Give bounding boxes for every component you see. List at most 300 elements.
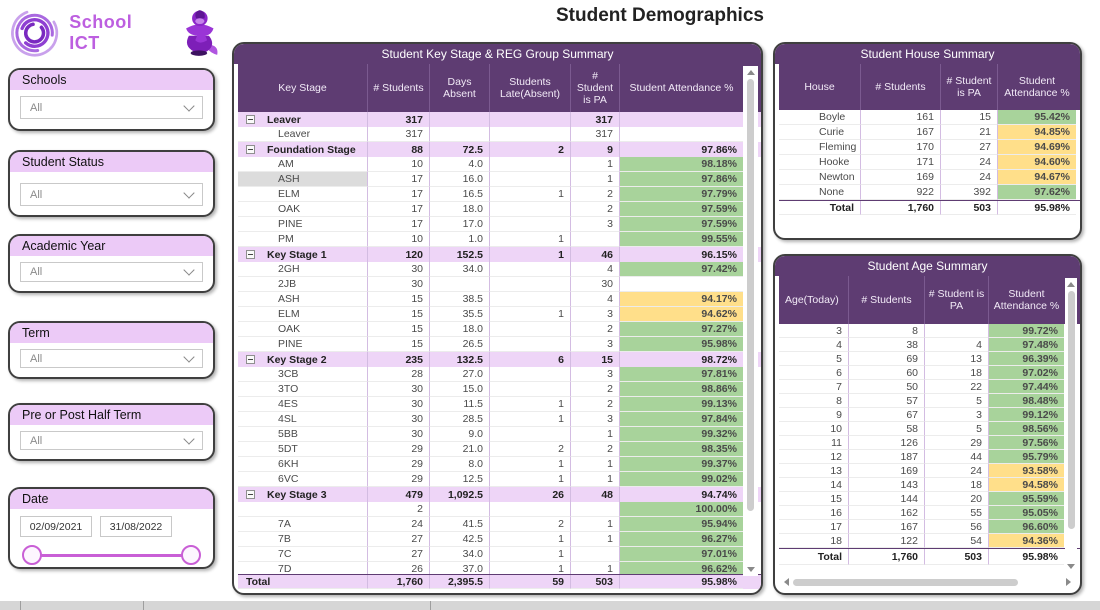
cell-students[interactable]: 169	[849, 464, 925, 478]
cell-attendance[interactable]: 98.48%	[989, 394, 1064, 408]
cell-student-is-pa[interactable]: 15	[941, 110, 998, 125]
table-row[interactable]	[238, 532, 761, 547]
table-row[interactable]	[779, 464, 1080, 478]
cell-students-late[interactable]	[490, 502, 571, 517]
cell-students[interactable]: 28	[368, 367, 430, 382]
cell-student-is-pa[interactable]: 1	[571, 172, 620, 187]
table-row[interactable]	[238, 292, 761, 307]
cell-student-is-pa[interactable]: 9	[571, 142, 620, 157]
cell-students[interactable]: 30	[368, 427, 430, 442]
table-row[interactable]	[238, 217, 761, 232]
cell-house[interactable]: Hooke	[779, 155, 861, 170]
cell-attendance[interactable]: 97.81%	[620, 367, 743, 382]
cell-students[interactable]: 8	[849, 324, 925, 338]
total-cell[interactable]: 95.98%	[620, 575, 743, 589]
cell-days-absent[interactable]: 37.0	[430, 562, 490, 574]
cell-days-absent[interactable]: 1,092.5	[430, 487, 490, 502]
cell-key-stage[interactable]: PM	[238, 232, 368, 247]
cell-key-stage[interactable]: Key Stage 1	[238, 247, 368, 262]
cell-students-late[interactable]	[490, 217, 571, 232]
cell-students-late[interactable]	[490, 427, 571, 442]
cell-student-is-pa[interactable]: 4	[571, 262, 620, 277]
table-row[interactable]	[779, 534, 1080, 548]
total-cell[interactable]: 1,760	[861, 201, 941, 215]
cell-student-is-pa[interactable]: 48	[571, 487, 620, 502]
total-cell[interactable]: 2,395.5	[430, 575, 490, 589]
cell-student-is-pa[interactable]: 18	[925, 366, 989, 380]
cell-key-stage[interactable]: 7D	[238, 562, 368, 574]
date-start-input[interactable]	[20, 516, 92, 537]
cell-key-stage[interactable]: PINE	[238, 337, 368, 352]
cell-students-late[interactable]	[490, 262, 571, 277]
table-row[interactable]	[238, 502, 761, 517]
cell-attendance[interactable]: 98.18%	[620, 157, 743, 172]
cell-days-absent[interactable]: 72.5	[430, 142, 490, 157]
vertical-scrollbar[interactable]	[743, 66, 758, 576]
cell-student-is-pa[interactable]: 27	[941, 140, 998, 155]
cell-house[interactable]: Curie	[779, 125, 861, 140]
cell-attendance[interactable]: 99.13%	[620, 397, 743, 412]
cell-attendance[interactable]: 94.58%	[989, 478, 1064, 492]
cell-students[interactable]: 169	[861, 170, 941, 185]
scroll-down-icon[interactable]	[747, 567, 755, 572]
cell-student-is-pa[interactable]: 20	[925, 492, 989, 506]
cell-attendance[interactable]: 97.56%	[989, 436, 1064, 450]
cell-students[interactable]: 88	[368, 142, 430, 157]
cell-age[interactable]: 3	[779, 324, 849, 338]
cell-students[interactable]: 15	[368, 337, 430, 352]
cell-students[interactable]: 29	[368, 442, 430, 457]
collapse-icon[interactable]	[246, 115, 255, 124]
cell-students[interactable]: 29	[368, 472, 430, 487]
cell-age[interactable]: 8	[779, 394, 849, 408]
cell-attendance[interactable]: 95.59%	[989, 492, 1064, 506]
cell-attendance[interactable]: 99.72%	[989, 324, 1064, 338]
cell-students[interactable]: 317	[368, 112, 430, 127]
cell-students-late[interactable]: 2	[490, 442, 571, 457]
cell-students[interactable]: 15	[368, 292, 430, 307]
cell-attendance[interactable]: 94.85%	[998, 125, 1076, 140]
table-row[interactable]	[238, 562, 761, 574]
cell-student-is-pa[interactable]: 24	[941, 170, 998, 185]
cell-students-late[interactable]	[490, 382, 571, 397]
date-end-input[interactable]	[100, 516, 172, 537]
cell-students[interactable]: 67	[849, 408, 925, 422]
cell-student-is-pa[interactable]: 1	[571, 517, 620, 532]
cell-attendance[interactable]: 100.00%	[620, 502, 743, 517]
slider-track[interactable]	[34, 554, 189, 557]
cell-student-is-pa[interactable]	[571, 502, 620, 517]
cell-students[interactable]: 120	[368, 247, 430, 262]
cell-students[interactable]: 24	[368, 517, 430, 532]
table-row[interactable]	[779, 140, 1080, 155]
cell-student-is-pa[interactable]: 1	[571, 562, 620, 574]
column-header[interactable]: # Students	[368, 64, 430, 112]
cell-age[interactable]: 16	[779, 506, 849, 520]
total-cell[interactable]: Total	[779, 549, 849, 565]
horizontal-scrollbar[interactable]	[780, 576, 1075, 588]
cell-students[interactable]: 167	[849, 520, 925, 534]
cell-days-absent[interactable]: 27.0	[430, 367, 490, 382]
cell-student-is-pa[interactable]: 5	[925, 394, 989, 408]
pre-post-half-term-dropdown[interactable]	[20, 431, 203, 450]
cell-student-is-pa[interactable]: 3	[925, 408, 989, 422]
cell-students-late[interactable]	[490, 157, 571, 172]
column-header[interactable]: House	[779, 64, 861, 110]
table-row[interactable]	[779, 436, 1080, 450]
cell-student-is-pa[interactable]: 2	[571, 202, 620, 217]
cell-student-is-pa[interactable]: 4	[925, 338, 989, 352]
total-cell[interactable]: 1,760	[849, 549, 925, 565]
cell-days-absent[interactable]	[430, 277, 490, 292]
table-row[interactable]	[238, 547, 761, 562]
cell-student-is-pa[interactable]: 24	[941, 155, 998, 170]
cell-days-absent[interactable]: 28.5	[430, 412, 490, 427]
cell-attendance[interactable]: 97.44%	[989, 380, 1064, 394]
column-header[interactable]: Student Attendance %	[629, 82, 734, 94]
cell-house[interactable]: Newton	[779, 170, 861, 185]
cell-students[interactable]: 171	[861, 155, 941, 170]
cell-days-absent[interactable]: 4.0	[430, 157, 490, 172]
cell-student-is-pa[interactable]: 1	[571, 427, 620, 442]
table-row[interactable]	[238, 202, 761, 217]
cell-attendance[interactable]	[620, 127, 743, 142]
table-row[interactable]	[779, 366, 1080, 380]
cell-attendance[interactable]: 94.60%	[998, 155, 1076, 170]
cell-student-is-pa[interactable]: 29	[925, 436, 989, 450]
table-row[interactable]	[238, 352, 761, 367]
schools-dropdown[interactable]	[20, 96, 203, 119]
cell-student-is-pa[interactable]: 18	[925, 478, 989, 492]
cell-key-stage[interactable]: 6KH	[238, 457, 368, 472]
cell-student-is-pa[interactable]: 1	[571, 457, 620, 472]
cell-age[interactable]: 13	[779, 464, 849, 478]
cell-attendance[interactable]: 98.35%	[620, 442, 743, 457]
cell-key-stage[interactable]: OAK	[238, 202, 368, 217]
cell-students[interactable]: 30	[368, 262, 430, 277]
cell-age[interactable]: 18	[779, 534, 849, 548]
cell-students[interactable]: 922	[861, 185, 941, 200]
cell-attendance[interactable]: 98.86%	[620, 382, 743, 397]
cell-students[interactable]: 479	[368, 487, 430, 502]
age-total-row[interactable]	[779, 548, 1080, 565]
cell-students-late[interactable]: 1	[490, 547, 571, 562]
table-row[interactable]	[779, 324, 1080, 338]
table-row[interactable]	[779, 478, 1080, 492]
cell-key-stage[interactable]: ASH	[238, 292, 368, 307]
cell-students[interactable]: 317	[368, 127, 430, 142]
cell-days-absent[interactable]: 34.0	[430, 547, 490, 562]
cell-days-absent[interactable]: 26.5	[430, 337, 490, 352]
cell-days-absent[interactable]: 34.0	[430, 262, 490, 277]
table-row[interactable]	[238, 277, 761, 292]
cell-students-late[interactable]: 2	[490, 517, 571, 532]
cell-students-late[interactable]	[490, 322, 571, 337]
cell-key-stage[interactable]: 2JB	[238, 277, 368, 292]
table-row[interactable]	[238, 142, 761, 157]
cell-students-late[interactable]	[490, 127, 571, 142]
cell-student-is-pa[interactable]: 1	[571, 532, 620, 547]
cell-student-is-pa[interactable]: 3	[571, 337, 620, 352]
cell-days-absent[interactable]: 41.5	[430, 517, 490, 532]
table-row[interactable]	[238, 127, 761, 142]
cell-age[interactable]: 11	[779, 436, 849, 450]
total-cell[interactable]: 59	[490, 575, 571, 589]
cell-students-late[interactable]	[490, 277, 571, 292]
academic-year-dropdown[interactable]	[20, 262, 203, 282]
cell-age[interactable]: 14	[779, 478, 849, 492]
cell-days-absent[interactable]: 42.5	[430, 532, 490, 547]
cell-student-is-pa[interactable]: 13	[925, 352, 989, 366]
table-row[interactable]	[238, 517, 761, 532]
cell-attendance[interactable]: 98.72%	[701, 353, 737, 366]
cell-students[interactable]: 144	[849, 492, 925, 506]
cell-students[interactable]: 60	[849, 366, 925, 380]
cell-attendance[interactable]: 95.98%	[620, 337, 743, 352]
cell-attendance[interactable]: 97.86%	[620, 172, 743, 187]
collapse-icon[interactable]	[246, 490, 255, 499]
cell-attendance[interactable]: 99.32%	[620, 427, 743, 442]
cell-attendance[interactable]	[620, 112, 743, 127]
cell-students[interactable]: 27	[368, 547, 430, 562]
table-row[interactable]	[779, 492, 1080, 506]
cell-students-late[interactable]: 1	[490, 247, 571, 262]
table-row[interactable]	[238, 232, 761, 247]
collapse-icon[interactable]	[246, 355, 255, 364]
cell-student-is-pa[interactable]: 5	[925, 422, 989, 436]
table-row[interactable]	[238, 412, 761, 427]
cell-key-stage[interactable]	[238, 502, 368, 517]
scroll-up-icon[interactable]	[747, 70, 755, 75]
cell-students[interactable]: 50	[849, 380, 925, 394]
column-header[interactable]: # Student is PA	[571, 64, 620, 112]
cell-student-is-pa[interactable]: 15	[571, 352, 620, 367]
cell-days-absent[interactable]: 15.0	[430, 382, 490, 397]
cell-students-late[interactable]	[490, 202, 571, 217]
cell-attendance[interactable]: 96.27%	[620, 532, 743, 547]
cell-key-stage[interactable]: ELM	[238, 187, 368, 202]
cell-key-stage[interactable]: OAK	[238, 322, 368, 337]
table-row[interactable]	[779, 110, 1080, 125]
cell-age[interactable]: 9	[779, 408, 849, 422]
cell-attendance[interactable]: 95.94%	[620, 517, 743, 532]
total-cell[interactable]: 503	[571, 575, 620, 589]
table-row[interactable]	[238, 337, 761, 352]
cell-students-late[interactable]: 1	[490, 472, 571, 487]
table-row[interactable]	[238, 442, 761, 457]
cell-students-late[interactable]: 26	[490, 487, 571, 502]
cell-days-absent[interactable]: 11.5	[430, 397, 490, 412]
scroll-up-icon[interactable]	[1067, 282, 1075, 287]
table-row[interactable]	[779, 170, 1080, 185]
table-row[interactable]	[779, 422, 1080, 436]
cell-days-absent[interactable]: 152.5	[430, 247, 490, 262]
cell-students[interactable]: 30	[368, 277, 430, 292]
cell-key-stage[interactable]: 6VC	[238, 472, 368, 487]
cell-key-stage[interactable]: ASH	[238, 172, 368, 187]
cell-age[interactable]: 12	[779, 450, 849, 464]
cell-student-is-pa[interactable]: 44	[925, 450, 989, 464]
house-total-row[interactable]	[779, 200, 1080, 215]
column-header[interactable]: # Students	[849, 276, 925, 324]
cell-key-stage[interactable]: Key Stage 3	[238, 487, 368, 502]
cell-key-stage[interactable]: 3CB	[238, 367, 368, 382]
cell-students-late[interactable]: 1	[490, 307, 571, 322]
cell-student-is-pa[interactable]: 30	[571, 277, 620, 292]
table-row[interactable]	[779, 155, 1080, 170]
table-row[interactable]	[238, 247, 761, 262]
cell-attendance[interactable]: 97.27%	[620, 322, 743, 337]
cell-students-late[interactable]: 1	[490, 532, 571, 547]
scrollbar-thumb[interactable]	[793, 579, 1018, 586]
cell-key-stage[interactable]: 5DT	[238, 442, 368, 457]
cell-days-absent[interactable]: 18.0	[430, 202, 490, 217]
cell-days-absent[interactable]: 16.0	[430, 172, 490, 187]
cell-age[interactable]: 5	[779, 352, 849, 366]
cell-attendance[interactable]: 97.01%	[620, 547, 743, 562]
cell-students-late[interactable]: 1	[490, 397, 571, 412]
cell-attendance[interactable]: 96.60%	[989, 520, 1064, 534]
cell-student-is-pa[interactable]: 2	[571, 397, 620, 412]
cell-days-absent[interactable]	[430, 502, 490, 517]
scroll-left-icon[interactable]	[784, 578, 789, 586]
column-header[interactable]: Key Stage	[238, 64, 368, 112]
cell-students[interactable]: 126	[849, 436, 925, 450]
cell-attendance[interactable]: 97.62%	[998, 185, 1076, 200]
column-header[interactable]: Age(Today)	[779, 276, 849, 324]
table-row[interactable]	[779, 520, 1080, 534]
cell-students[interactable]: 30	[368, 412, 430, 427]
cell-students[interactable]: 187	[849, 450, 925, 464]
table-row[interactable]	[238, 322, 761, 337]
cell-student-is-pa[interactable]: 46	[571, 247, 620, 262]
cell-students[interactable]: 17	[368, 202, 430, 217]
cell-student-is-pa[interactable]: 2	[571, 442, 620, 457]
cell-student-is-pa[interactable]: 54	[925, 534, 989, 548]
table-row[interactable]	[779, 125, 1080, 140]
table-row[interactable]	[779, 352, 1080, 366]
term-dropdown[interactable]	[20, 349, 203, 368]
cell-student-is-pa[interactable]: 2	[571, 322, 620, 337]
cell-student-is-pa[interactable]: 2	[571, 187, 620, 202]
cell-age[interactable]: 15	[779, 492, 849, 506]
cell-students[interactable]: 38	[849, 338, 925, 352]
cell-days-absent[interactable]: 8.0	[430, 457, 490, 472]
date-range-slider[interactable]	[24, 543, 199, 561]
cell-students-late[interactable]: 2	[490, 142, 571, 157]
scroll-right-icon[interactable]	[1066, 578, 1071, 586]
column-header[interactable]: # Student is PA	[941, 64, 998, 110]
total-cell[interactable]: 95.98%	[998, 201, 1076, 215]
cell-students[interactable]: 170	[861, 140, 941, 155]
table-row[interactable]	[238, 367, 761, 382]
cell-attendance[interactable]: 96.39%	[989, 352, 1064, 366]
cell-student-is-pa[interactable]: 1	[571, 472, 620, 487]
cell-students[interactable]: 10	[368, 232, 430, 247]
cell-students-late[interactable]: 6	[490, 352, 571, 367]
cell-attendance[interactable]: 94.36%	[989, 534, 1064, 548]
cell-students[interactable]: 2	[368, 502, 430, 517]
cell-students[interactable]: 17	[368, 172, 430, 187]
cell-student-is-pa[interactable]: 3	[571, 307, 620, 322]
cell-attendance[interactable]: 97.59%	[620, 217, 743, 232]
cell-attendance[interactable]: 96.15%	[701, 248, 737, 261]
table-row[interactable]	[238, 112, 761, 127]
total-cell[interactable]: Total	[779, 201, 861, 215]
total-cell[interactable]: 503	[925, 549, 989, 565]
cell-students[interactable]: 57	[849, 394, 925, 408]
cell-key-stage[interactable]: Leaver	[238, 112, 368, 127]
cell-attendance[interactable]: 95.79%	[989, 450, 1064, 464]
cell-key-stage[interactable]: Key Stage 2	[238, 352, 368, 367]
cell-student-is-pa[interactable]	[571, 547, 620, 562]
keystage-total-row[interactable]	[238, 574, 761, 589]
table-row[interactable]	[238, 457, 761, 472]
cell-key-stage[interactable]: 2GH	[238, 262, 368, 277]
cell-students[interactable]: 10	[368, 157, 430, 172]
cell-attendance[interactable]: 94.69%	[998, 140, 1076, 155]
cell-key-stage[interactable]: 7C	[238, 547, 368, 562]
cell-house[interactable]: Boyle	[779, 110, 861, 125]
cell-students-late[interactable]	[490, 112, 571, 127]
cell-students[interactable]: 58	[849, 422, 925, 436]
table-row[interactable]	[238, 427, 761, 442]
cell-students-late[interactable]	[490, 367, 571, 382]
collapse-icon[interactable]	[246, 250, 255, 259]
table-row[interactable]	[238, 307, 761, 322]
scrollbar-thumb[interactable]	[1068, 291, 1075, 529]
column-header[interactable]: Students Late(Absent)	[490, 64, 571, 112]
scrollbar-thumb[interactable]	[747, 79, 754, 511]
cell-attendance[interactable]: 97.59%	[620, 202, 743, 217]
cell-students-late[interactable]	[490, 337, 571, 352]
cell-days-absent[interactable]: 132.5	[430, 352, 490, 367]
cell-key-stage[interactable]: 4ES	[238, 397, 368, 412]
cell-student-is-pa[interactable]: 4	[571, 292, 620, 307]
cell-days-absent[interactable]: 12.5	[430, 472, 490, 487]
cell-age[interactable]: 4	[779, 338, 849, 352]
total-cell[interactable]: Total	[238, 575, 368, 589]
cell-attendance[interactable]: 97.84%	[620, 412, 743, 427]
slider-handle-start[interactable]	[22, 545, 42, 565]
cell-key-stage[interactable]: ELM	[238, 307, 368, 322]
column-header[interactable]: Days Absent	[430, 64, 490, 112]
cell-students[interactable]: 143	[849, 478, 925, 492]
cell-students[interactable]: 29	[368, 457, 430, 472]
table-row[interactable]	[238, 472, 761, 487]
column-header[interactable]: Student Attendance %	[1004, 75, 1070, 99]
cell-attendance[interactable]: 99.55%	[620, 232, 743, 247]
cell-student-is-pa[interactable]: 21	[941, 125, 998, 140]
cell-age[interactable]: 7	[779, 380, 849, 394]
cell-student-is-pa[interactable]: 3	[571, 367, 620, 382]
cell-key-stage[interactable]: AM	[238, 157, 368, 172]
cell-students[interactable]: 27	[368, 532, 430, 547]
cell-attendance[interactable]: 97.02%	[989, 366, 1064, 380]
cell-students[interactable]: 26	[368, 562, 430, 574]
cell-days-absent[interactable]: 38.5	[430, 292, 490, 307]
cell-key-stage[interactable]: Leaver	[238, 127, 368, 142]
total-cell[interactable]: 95.98%	[989, 549, 1064, 565]
cell-key-stage[interactable]: 3TO	[238, 382, 368, 397]
column-header[interactable]: # Student is PA	[925, 276, 989, 324]
cell-attendance[interactable]: 99.02%	[620, 472, 743, 487]
cell-student-is-pa[interactable]: 317	[571, 127, 620, 142]
scroll-down-icon[interactable]	[1067, 564, 1075, 569]
cell-students-late[interactable]: 1	[490, 562, 571, 574]
collapse-icon[interactable]	[246, 145, 255, 154]
table-row[interactable]	[238, 382, 761, 397]
